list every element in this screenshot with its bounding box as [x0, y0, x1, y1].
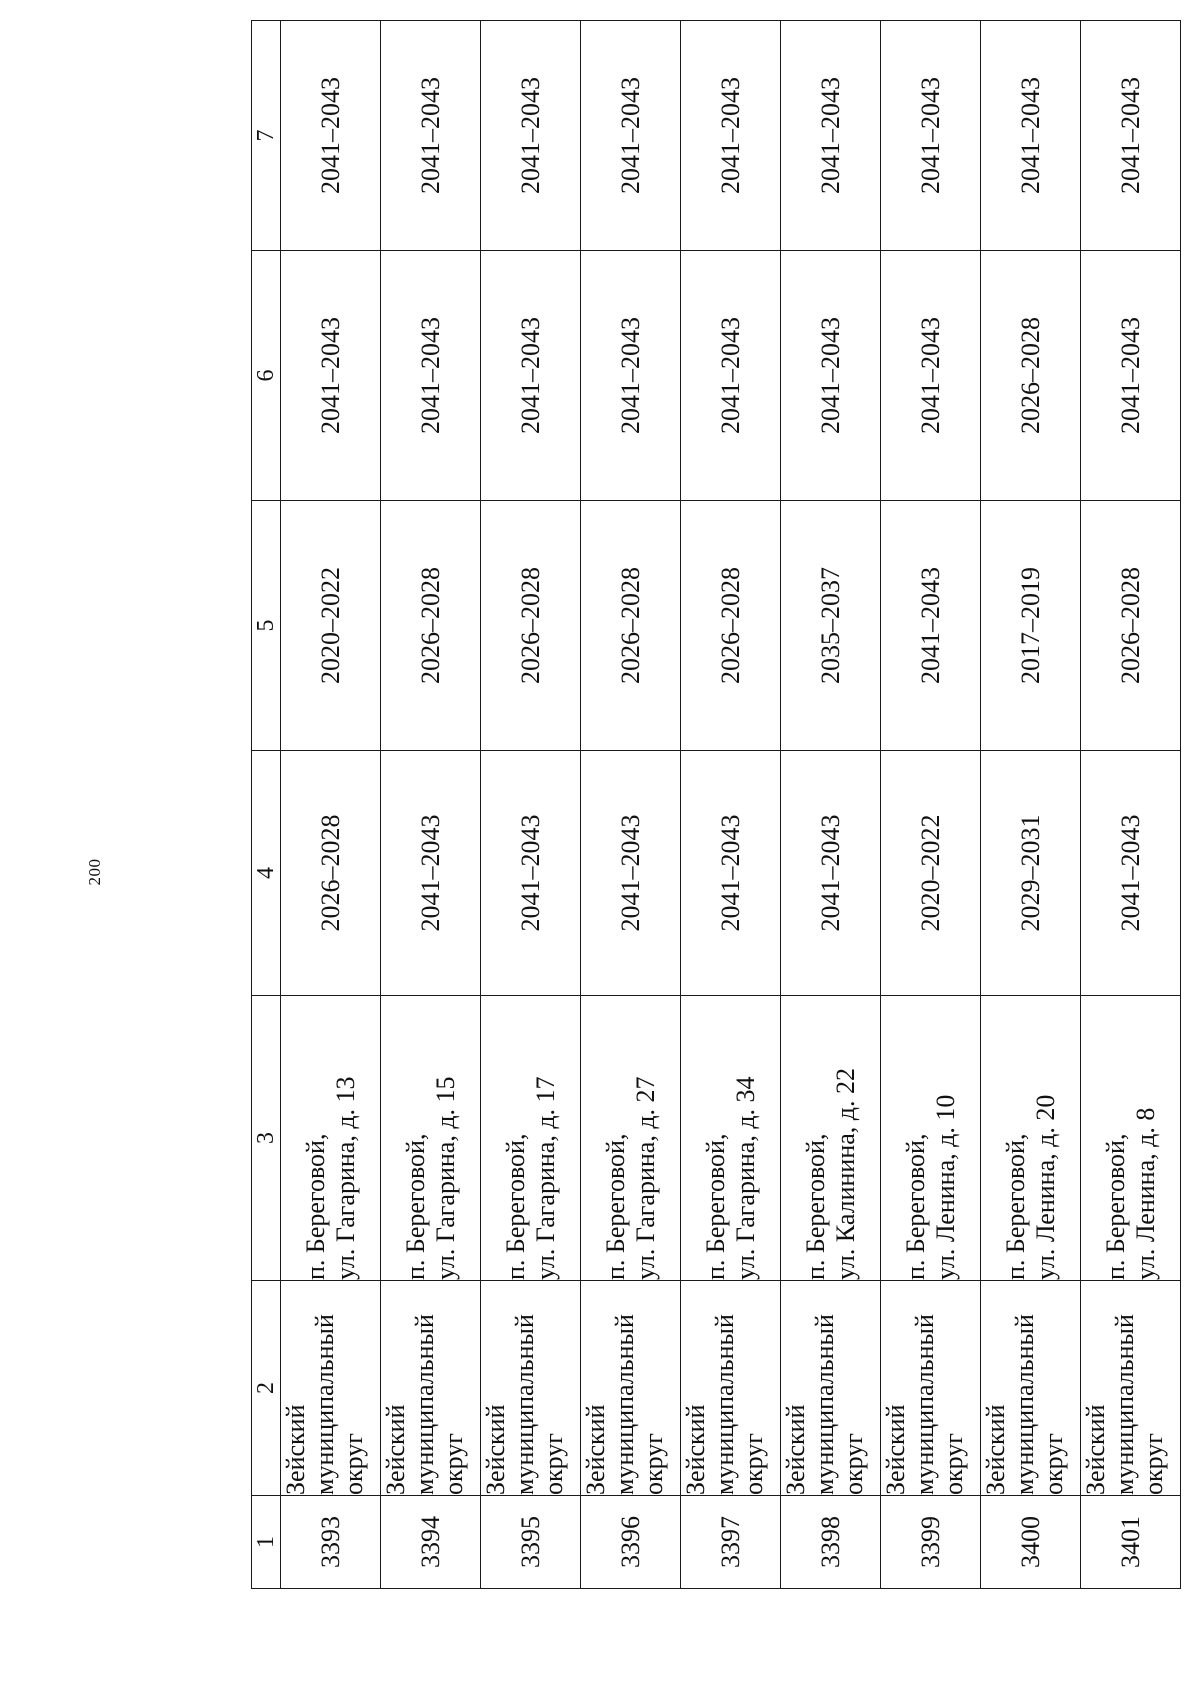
district-line: округ [339, 1433, 369, 1495]
district-line: муниципальный [310, 1314, 340, 1495]
district-line: округ [1139, 1433, 1169, 1495]
period-col4: 2041–2043 [381, 751, 481, 996]
period-col7: 2041–2043 [481, 21, 581, 251]
period-col6: 2041–2043 [381, 251, 481, 501]
period-col6: 2041–2043 [1081, 251, 1181, 501]
address-cell [581, 996, 681, 1281]
row-number: 3397 [681, 1496, 781, 1589]
district-line: муниципальный [810, 1314, 840, 1495]
address-line: ул. Гагарина, д. 27 [630, 1076, 660, 1280]
address-line: п. Береговой, [401, 1133, 431, 1280]
table-row [681, 21, 781, 1589]
period-col5: 2026–2028 [581, 501, 681, 751]
row-number: 3396 [581, 1496, 681, 1589]
period-col7: 2041–2043 [681, 21, 781, 251]
period-col6: 2026–2028 [981, 251, 1081, 501]
table-row [881, 21, 981, 1589]
table-row [781, 21, 881, 1589]
period-col4: 2020–2022 [881, 751, 981, 996]
period-col4: 2026–2028 [281, 751, 381, 996]
district-line: округ [739, 1433, 769, 1495]
row-number: 3394 [381, 1496, 481, 1589]
period-col5: 2041–2043 [881, 501, 981, 751]
row-number: 3398 [781, 1496, 881, 1589]
column-header: 1 [252, 1496, 281, 1589]
column-header: 4 [252, 751, 281, 996]
period-col4: 2041–2043 [1081, 751, 1181, 996]
district-line: округ [839, 1433, 869, 1495]
district-line: Зейский [1081, 1404, 1110, 1495]
period-col5: 2026–2028 [381, 501, 481, 751]
district-line: муниципальный [1110, 1314, 1140, 1495]
column-header: 5 [252, 501, 281, 751]
district-line: округ [639, 1433, 669, 1495]
address-line: п. Береговой, [301, 1133, 331, 1280]
period-col7: 2041–2043 [581, 21, 681, 251]
district-line: Зейский [581, 1404, 610, 1495]
page-number: 200 [85, 858, 104, 886]
address-line: ул. Гагарина, д. 13 [330, 1076, 360, 1280]
district-line: муниципальный [1010, 1314, 1040, 1495]
period-col7: 2041–2043 [881, 21, 981, 251]
period-col4: 2041–2043 [581, 751, 681, 996]
table-body [281, 21, 1181, 1589]
district-line: округ [939, 1433, 969, 1495]
table-row [1081, 21, 1181, 1589]
period-col5: 2017–2019 [981, 501, 1081, 751]
row-number: 3400 [981, 1496, 1081, 1589]
period-col7: 2041–2043 [381, 21, 481, 251]
row-number: 3399 [881, 1496, 981, 1589]
header-row [252, 21, 281, 1589]
table-row [581, 21, 681, 1589]
district-cell [1081, 1281, 1181, 1496]
period-col5: 2026–2028 [1081, 501, 1181, 751]
district-cell [281, 1281, 381, 1496]
column-header: 7 [252, 21, 281, 251]
period-col5: 2035–2037 [781, 501, 881, 751]
district-line: округ [439, 1433, 469, 1495]
period-col4: 2041–2043 [781, 751, 881, 996]
address-cell [481, 996, 581, 1281]
district-line: Зейский [481, 1404, 510, 1495]
address-cell [981, 996, 1081, 1281]
district-line: Зейский [281, 1404, 310, 1495]
period-col4: 2041–2043 [681, 751, 781, 996]
address-line: п. Береговой, [501, 1133, 531, 1280]
period-col6: 2041–2043 [681, 251, 781, 501]
district-cell [681, 1281, 781, 1496]
period-col6: 2041–2043 [281, 251, 381, 501]
district-cell [781, 1281, 881, 1496]
period-col5: 2026–2028 [681, 501, 781, 751]
district-cell [881, 1281, 981, 1496]
period-col7: 2041–2043 [1081, 21, 1181, 251]
row-number: 3401 [1081, 1496, 1181, 1589]
address-cell [781, 996, 881, 1281]
district-line: муниципальный [710, 1314, 740, 1495]
district-line: Зейский [881, 1404, 910, 1495]
address-line: п. Береговой, [801, 1133, 831, 1280]
period-col4: 2041–2043 [481, 751, 581, 996]
district-line: Зейский [781, 1404, 810, 1495]
address-line: ул. Гагарина, д. 17 [530, 1076, 560, 1280]
address-line: ул. Ленина, д. 8 [1130, 1107, 1160, 1280]
address-cell [1081, 996, 1181, 1281]
period-col4: 2029–2031 [981, 751, 1081, 996]
address-line: ул. Гагарина, д. 15 [430, 1076, 460, 1280]
address-cell [681, 996, 781, 1281]
period-col7: 2041–2043 [981, 21, 1081, 251]
table-row [281, 21, 381, 1589]
district-line: муниципальный [910, 1314, 940, 1495]
row-number: 3393 [281, 1496, 381, 1589]
period-col5: 2026–2028 [481, 501, 581, 751]
district-line: муниципальный [510, 1314, 540, 1495]
district-line: муниципальный [410, 1314, 440, 1495]
period-col7: 2041–2043 [281, 21, 381, 251]
column-header: 3 [252, 996, 281, 1281]
address-line: ул. Гагарина, д. 34 [730, 1076, 760, 1280]
period-col5: 2020–2022 [281, 501, 381, 751]
district-cell [481, 1281, 581, 1496]
address-line: п. Береговой, [1001, 1133, 1031, 1280]
address-line: п. Береговой, [1101, 1133, 1131, 1280]
address-cell [281, 996, 381, 1281]
period-col6: 2041–2043 [581, 251, 681, 501]
table-container [251, 77, 1181, 1589]
district-cell [981, 1281, 1081, 1496]
address-line: п. Береговой, [701, 1133, 731, 1280]
address-line: ул. Калинина, д. 22 [830, 1068, 860, 1280]
address-cell [881, 996, 981, 1281]
address-line: п. Береговой, [601, 1133, 631, 1280]
registry-table [251, 20, 1181, 1589]
table-row [381, 21, 481, 1589]
period-col6: 2041–2043 [781, 251, 881, 501]
district-cell [581, 1281, 681, 1496]
address-line: п. Береговой, [901, 1133, 931, 1280]
district-line: округ [1039, 1433, 1069, 1495]
row-number: 3395 [481, 1496, 581, 1589]
district-line: муниципальный [610, 1314, 640, 1495]
period-col6: 2041–2043 [481, 251, 581, 501]
district-line: Зейский [981, 1404, 1010, 1495]
period-col7: 2041–2043 [781, 21, 881, 251]
address-line: ул. Ленина, д. 10 [930, 1094, 960, 1280]
period-col6: 2041–2043 [881, 251, 981, 501]
table-row [481, 21, 581, 1589]
address-line: ул. Ленина, д. 20 [1030, 1094, 1060, 1280]
table-row [981, 21, 1081, 1589]
district-line: Зейский [381, 1404, 410, 1495]
district-line: Зейский [681, 1404, 710, 1495]
district-cell [381, 1281, 481, 1496]
column-header: 2 [252, 1281, 281, 1496]
column-header: 6 [252, 251, 281, 501]
address-cell [381, 996, 481, 1281]
district-line: округ [539, 1433, 569, 1495]
